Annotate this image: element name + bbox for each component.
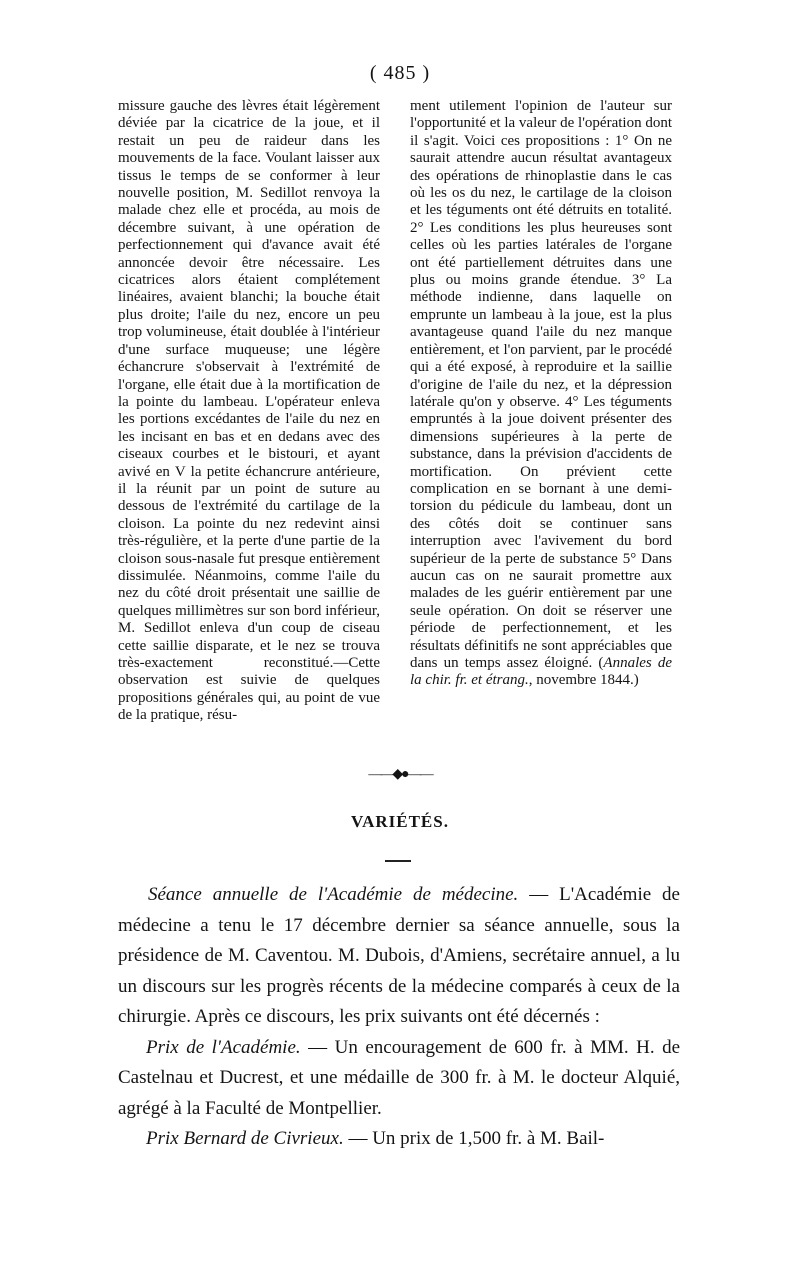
section-ornament: ——◆●—— bbox=[368, 767, 432, 782]
paragraph-seance bbox=[118, 880, 680, 1033]
varietes-body bbox=[118, 880, 680, 1155]
paragraph-prix-civrieux-title: Prix Bernard de Civrieux. bbox=[146, 1128, 344, 1149]
left-column-text: missure gauche des lèvres était légèrement déviée par la cicatrice de la joue, et il restait un peu de raideur dans les mouvements de la face. Voulant laisser aux tissus le temps de se conformer à leur nouvelle position, M. Sedillot renvoya la malade chez elle et procéda, au mois de décembre suivant, à une opération de perfectionnement qui d'avance avait été annoncée devoir être nécessaire. Les cicatrices alors étaient complétement linéaires, avaient blanchi; la bouche était plus droite; l'aile du nez, encore un peu trop volumineuse, était doublée à l'intérieur d'une surface muqueuse; une légère échancrure s'observait à l'extrémité de l'organe, elle était due à la mortification de la pointe du lambeau. L'opérateur enleva les portions excédantes de l'aile du nez en les incisant en bas et en dedans avec des ciseaux courbes et le bistouri, et ayant avivé en V la petite échancrure antérieure, il la réunit par un point de suture au dessous de l'extrémité du cartilage de la cloison. La pointe du nez redevint ainsi très-régulière, et la perte d'une partie de la cloison sous-nasale fut presque entièrement dissimulée. Néanmoins, comme l'aile du nez du côté droit présentait une saillie de quelques millimètres sur son bord inférieur, M. Sedillot enleva d'un coup de ciseau cette saillie disparate, et le nez se trouva très-exactement reconstitué.—Cette observation est suivie de quelques propositions générales qui, au point de vue de la pratique, résu- bbox=[118, 98, 380, 724]
right-column-paragraph bbox=[410, 98, 672, 690]
paragraph-prix-academie bbox=[118, 1033, 680, 1125]
page-number: ( 485 ) bbox=[369, 62, 431, 84]
heading-rule bbox=[385, 860, 411, 862]
paragraph-seance-text: — L'Académie de médecine a tenu le 17 décembre dernier sa séance annuelle, sous la présidence de M. Caventou. M. Dubois, d'Amiens, secrétaire annuel, a lu un discours sur les progrès récents de la médecine comparés à ceux de la chirurgie. Après ce discours, les prix suivants ont été décernés : bbox=[118, 884, 680, 1027]
paragraph-seance-title: Séance annuelle de l'Académie de médecine. bbox=[148, 884, 519, 905]
citation-close: , novembre 1844.) bbox=[528, 672, 639, 689]
section-heading: VARIÉTÉS. bbox=[351, 812, 449, 831]
right-column-text: ment utilement l'opinion de l'auteur sur l'opportunité et la valeur de l'opération dont il s'agit. Voici ces propositions : 1° On ne saurait attendre aucun résultat avantageux des opérations de rhinoplastie dans le cas où les os du nez, le cartilage de la cloison et les téguments ont été détruits en totalité. 2° Les conditions les plus heureuses sont celles où les parties latérales de l'organe ont été partiellement détruites dans une plus ou moins grande étendue. 3° La méthode indienne, dans laquelle on emprunte un lambeau à la joue, est la plus avantageuse quand l'aile du nez manque entièrement, et l'on parvient, par le procédé qui a été exposé, à reproduire et la saillie d'origine de l'aile du nez, et la dépression latérale qu'on y observe. 4° Les téguments empruntés à la joue doivent présenter des dimensions supérieures à la perte de substance, dans la prévision d'accidents de mortification. On prévient cette complication en se bornant à une demi-torsion du pédicule du lambeau, dont un des côtés doit se continuer sans interruption avec l'avivement du bord supérieur de la perte de substance 5° Dans aucun cas on ne saurait promettre aux malades de les guérir entièrement par une seule opération. On doit se réserver une période de perfectionnement, et les résultats définitifs ne sont appréciables que dans un temps assez éloigné. bbox=[410, 98, 672, 671]
paragraph-prix-academie-text: — Un encouragement de 600 fr. à MM. H. de Castelnau et Ducrest, et une médaille de 300 fr. à M. le docteur Alquié, agrégé à la Faculté de Montpellier. bbox=[118, 1036, 680, 1119]
paragraph-prix-academie-title: Prix de l'Académie. bbox=[146, 1036, 301, 1058]
left-column bbox=[118, 98, 380, 725]
right-column bbox=[410, 98, 672, 690]
citation-journal: Annales de la chir. fr. et étrang. bbox=[410, 655, 673, 689]
paragraph-prix-civrieux bbox=[118, 1124, 680, 1155]
citation-open: ( bbox=[592, 655, 604, 671]
paragraph-prix-civrieux-text: — Un prix de 1,500 fr. à M. Bail- bbox=[343, 1128, 605, 1149]
